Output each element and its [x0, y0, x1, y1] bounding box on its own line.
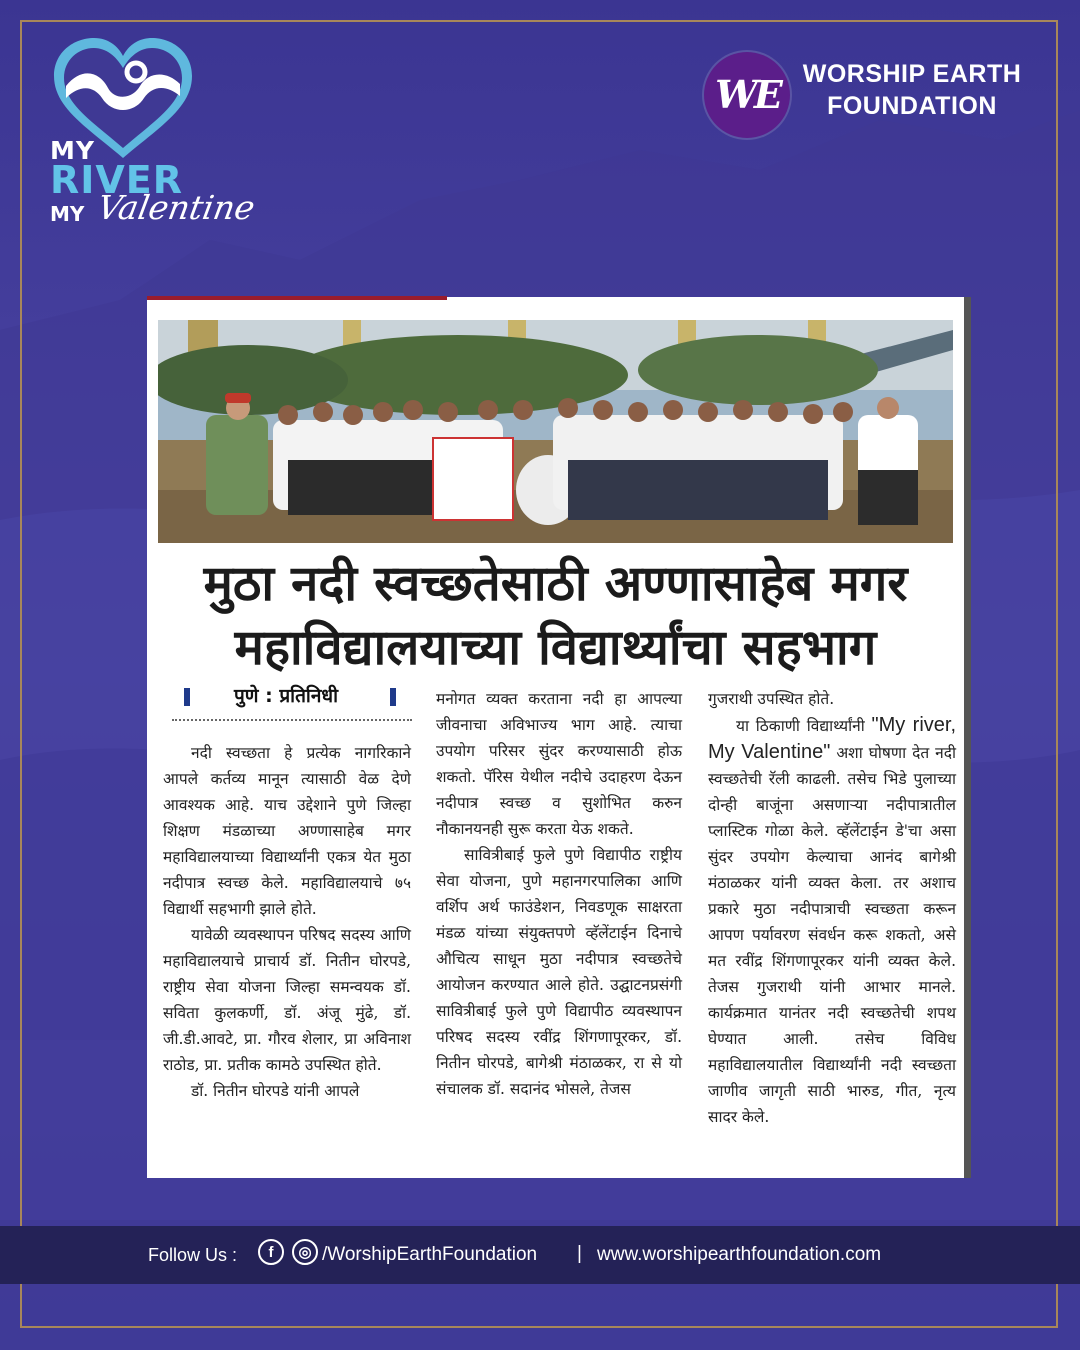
dateline-text: पुणे : प्रतिनिधी [234, 685, 338, 707]
paragraph: मनोगत व्यक्त करताना नदी हा आपल्या जीवनाचा अविभाज्य भाग आहे. त्याचा उपयोग परिसर सुंदर करण्यासाठी होऊ शकतो. पॅरिस येथील नदीचे उदाहरण देऊन नदीपात्र स्वच्छ व सुशोभित करुन नौकानयनही सुरू करता येऊ शकते. [436, 690, 682, 838]
footer-bar [0, 1226, 1080, 1284]
clipping-accent [147, 296, 447, 300]
article-dateline [178, 682, 398, 712]
article-column-3 [708, 686, 956, 1130]
campaign-slogan: "My river, My Valentine" [708, 714, 956, 763]
group-photo [158, 320, 953, 543]
dateline-rule [172, 719, 412, 721]
facebook-icon[interactable]: f [258, 1239, 284, 1265]
we-logo-text: WE [715, 72, 779, 117]
article-column-2 [436, 686, 682, 1102]
paragraph-text: या ठिकाणी विद्यार्थ्यांनी [736, 717, 865, 735]
we-logo-badge [704, 52, 790, 138]
paragraph-text: अशा घोषणा देत नदी स्वच्छतेची रॅली काढली. तसेच भिडे पुलाच्या दोन्ही बाजूंना असणाऱ्या नदीपात्रातील प्लास्टिक गोळा केले. व्हॅलेंटाईन डे'चा असा सुंदर उपयोग केल्याचा आनंद बागेश्री मंठाळकर यांनी व्यक्त केला. तर अशाच प्रकारे मुठा नदीपात्राची स्वच्छता करून आपण पर्यावरण संवर्धन करू शकतो, असे मत रवींद्र शिंगणापूरकर यांनी व्यक्त केले. तेजस गुजराथी यांनी आभार मानले. कार्यक्रमात यानंतर नदी स्वच्छतेची शपथ घेण्यात आली. तसेच विविध महाविद्यालयातील विद्यार्थ्यांनी नदी स्वच्छता जाणीव जागृती साठी भारुड, गीत, नृत्य सादर केले. [708, 744, 956, 1126]
foundation-name [792, 58, 1032, 122]
logo-my-text-2: MY [50, 202, 85, 226]
foundation-name-line1: WORSHIP EARTH [802, 60, 1022, 88]
logo-river-text: RIVER [50, 158, 184, 202]
dateline-bar-left [184, 688, 190, 706]
website-link[interactable]: www.worshipearthfoundation.com [597, 1244, 882, 1265]
follow-us-label: Follow Us : [148, 1245, 238, 1265]
article-headline-line2: महाविद्यालयाच्या विद्यार्थ्यांचा सहभाग [234, 619, 877, 676]
logo-my-text: MY [50, 136, 95, 165]
article-headline-line1: मुठा नदी स्वच्छतेसाठी अण्णासाहेब मगर [203, 555, 908, 612]
paragraph: गुजराथी उपस्थित होते. [708, 690, 835, 708]
paragraph: नदी स्वच्छता हे प्रत्येक नागरिकाने आपले कर्तव्य मानून त्यासाठी वेळ देणे आवश्यक आहे. याच उद्देशाने पुणे जिल्हा शिक्षण मंडळाच्या अण्णासाहेब मगर महाविद्यालयाच्या विद्यार्थ्यांनी एकत्र येत मुठा नदीपात्र स्वच्छ केले. महाविद्यालयाचे ७५ विद्यार्थी सहभागी झाले होते. [163, 744, 411, 918]
instagram-icon[interactable]: ◎ [292, 1239, 318, 1265]
foundation-name-line2: FOUNDATION [827, 92, 997, 120]
paragraph: सावित्रीबाई फुले पुणे विद्यापीठ राष्ट्रीय सेवा योजना, पुणे महानगरपालिका आणि वर्शिप अर्थ फाउंडेशन, निवडणूक साक्षरता मंडळ यांच्या संयुक्तपणे व्हॅलेंटाईन दिनाचे औचित्य साधून मुठा नदीपात्र स्वच्छतेचे आयोजन करण्यात आले होते. उद्घाटनप्रसंगी सावित्रीबाई फुले पुणे विद्यापीठ व्यवस्थापन परिषद सदस्य रवींद्र शिंगणापूरकर, डॉ. नितीन घोरपडे, बागेश्री मंठाळकर, रा से यो संचालक डॉ. सदानंद भोसले, तेजस [436, 846, 682, 1098]
clipping-shadow [964, 297, 971, 1178]
worship-earth-foundation-logo [700, 50, 1040, 144]
paragraph [708, 712, 956, 1130]
article-column-1 [163, 740, 411, 1104]
paragraph: यावेळी व्यवस्थापन परिषद सदस्य आणि महाविद्यालयाचे प्राचार्य डॉ. नितीन घोरपडे, राष्ट्रीय सेवा योजना जिल्हा समन्वयक डॉ. सविता कुलकर्णी, डॉ. अंजू मुंढे, डॉ. जी.डी.आवटे, प्रा. गौरव शेलार, प्रा अविनाश राठोड, प्रा. प्रतीक कामठे उपस्थित होते. [163, 926, 411, 1074]
my-river-my-valentine-logo [48, 36, 258, 256]
social-handle-link[interactable]: /WorshipEarthFoundation [322, 1244, 538, 1265]
footer-separator: | [577, 1243, 582, 1264]
paragraph: डॉ. नितीन घोरपडे यांनी आपले [191, 1082, 360, 1100]
dateline-bar-right [390, 688, 396, 706]
logo-valentine-script: Valentine [94, 188, 258, 227]
